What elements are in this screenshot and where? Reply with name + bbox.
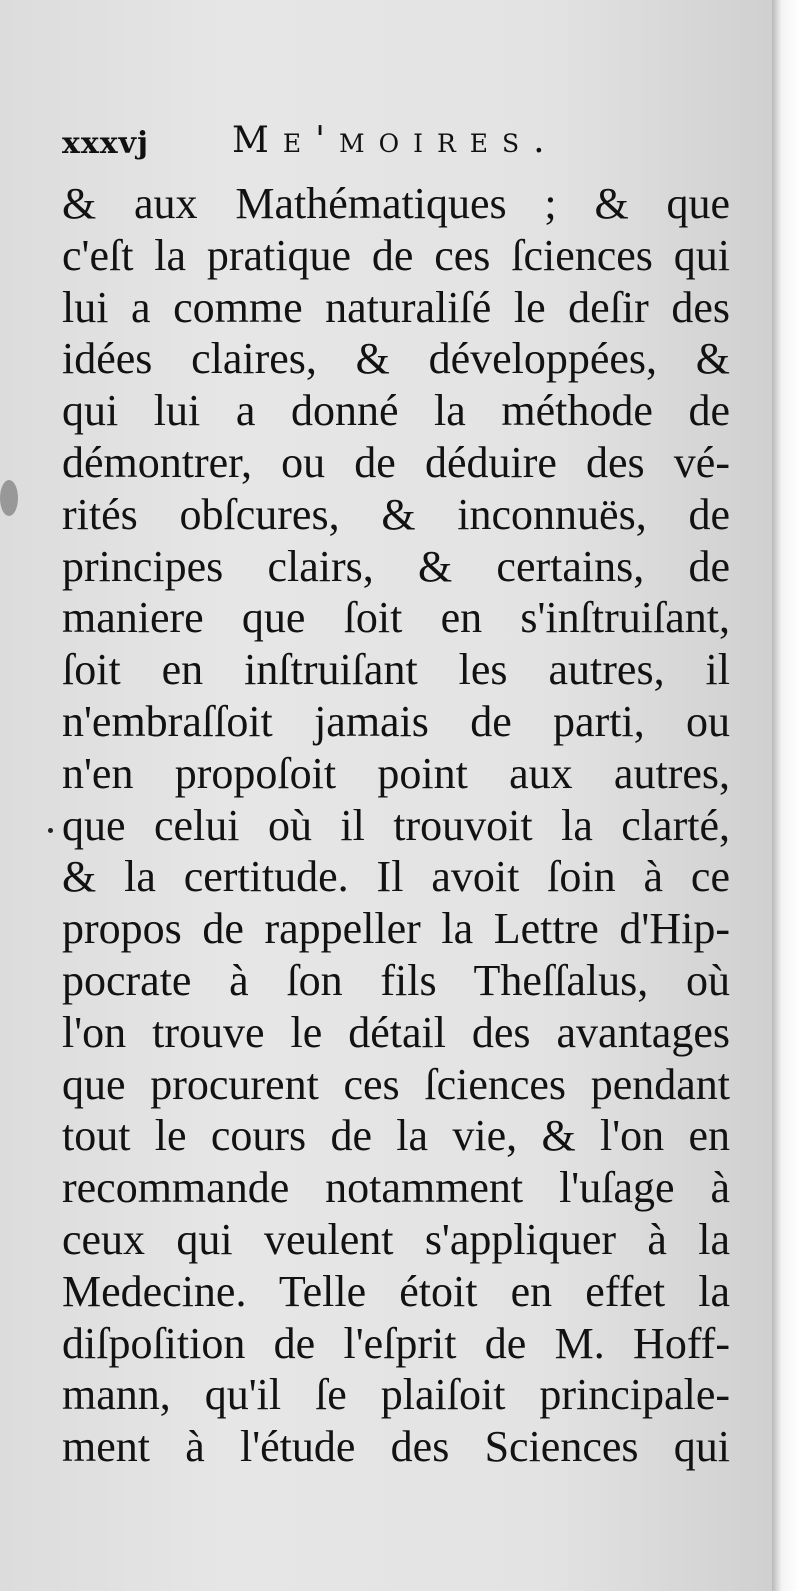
- text-line: idées claires, & développées, &: [62, 334, 730, 384]
- text-line: ſoit en inſtruiſant les autres, il: [62, 645, 730, 695]
- text-line: que procurent ces ſciences pendant: [62, 1059, 730, 1109]
- text-line: que celui où il trouvoit la clarté,: [62, 800, 730, 850]
- text-line: ment à l'étude des Sciences qui: [62, 1422, 730, 1472]
- text-line: recommande notamment l'uſage à: [62, 1163, 730, 1213]
- body-text: [62, 178, 730, 1473]
- text-line: mann, qu'il ſe plaiſoit principale-: [62, 1370, 730, 1420]
- text-line: diſpoſition de l'eſprit de M. Hoff-: [62, 1318, 730, 1368]
- text-line: Medecine. Telle étoit en effet la: [62, 1266, 730, 1316]
- text-line: ceux qui veulent s'appliquer à la: [62, 1214, 730, 1264]
- text-line: & la certitude. Il avoit ſoin à ce: [62, 852, 730, 902]
- page-edge-shadow: [772, 0, 800, 1591]
- text-line: n'embraſſoit jamais de parti, ou: [62, 696, 730, 746]
- text-line: qui lui a donné la méthode de: [62, 386, 730, 436]
- text-line: n'en propoſoit point aux autres,: [62, 748, 730, 798]
- text-line: maniere que ſoit en s'inſtruiſant,: [62, 593, 730, 643]
- text-line: l'on trouve le détail des avantages: [62, 1007, 730, 1057]
- text-line: pocrate à ſon fils Theſſalus, où: [62, 955, 730, 1005]
- text-line: lui a comme naturaliſé le deſir des: [62, 282, 730, 332]
- text-line: principes clairs, & certains, de: [62, 541, 730, 591]
- text-line: rités obſcures, & inconnuës, de: [62, 489, 730, 539]
- ink-blot: [0, 480, 18, 516]
- text-line: propos de rappeller la Lettre d'Hip-: [62, 904, 730, 954]
- text-line: démontrer, ou de déduire des vé-: [62, 437, 730, 487]
- page-number: xxxvj: [62, 126, 149, 161]
- ink-dot: [48, 828, 53, 833]
- text-line: tout le cours de la vie, & l'on en: [62, 1111, 730, 1161]
- text-line: c'eſt la pratique de ces ſciences qui: [62, 230, 730, 280]
- running-title: Me'moires.: [232, 120, 559, 161]
- text-line: & aux Mathématiques ; & que: [62, 179, 730, 228]
